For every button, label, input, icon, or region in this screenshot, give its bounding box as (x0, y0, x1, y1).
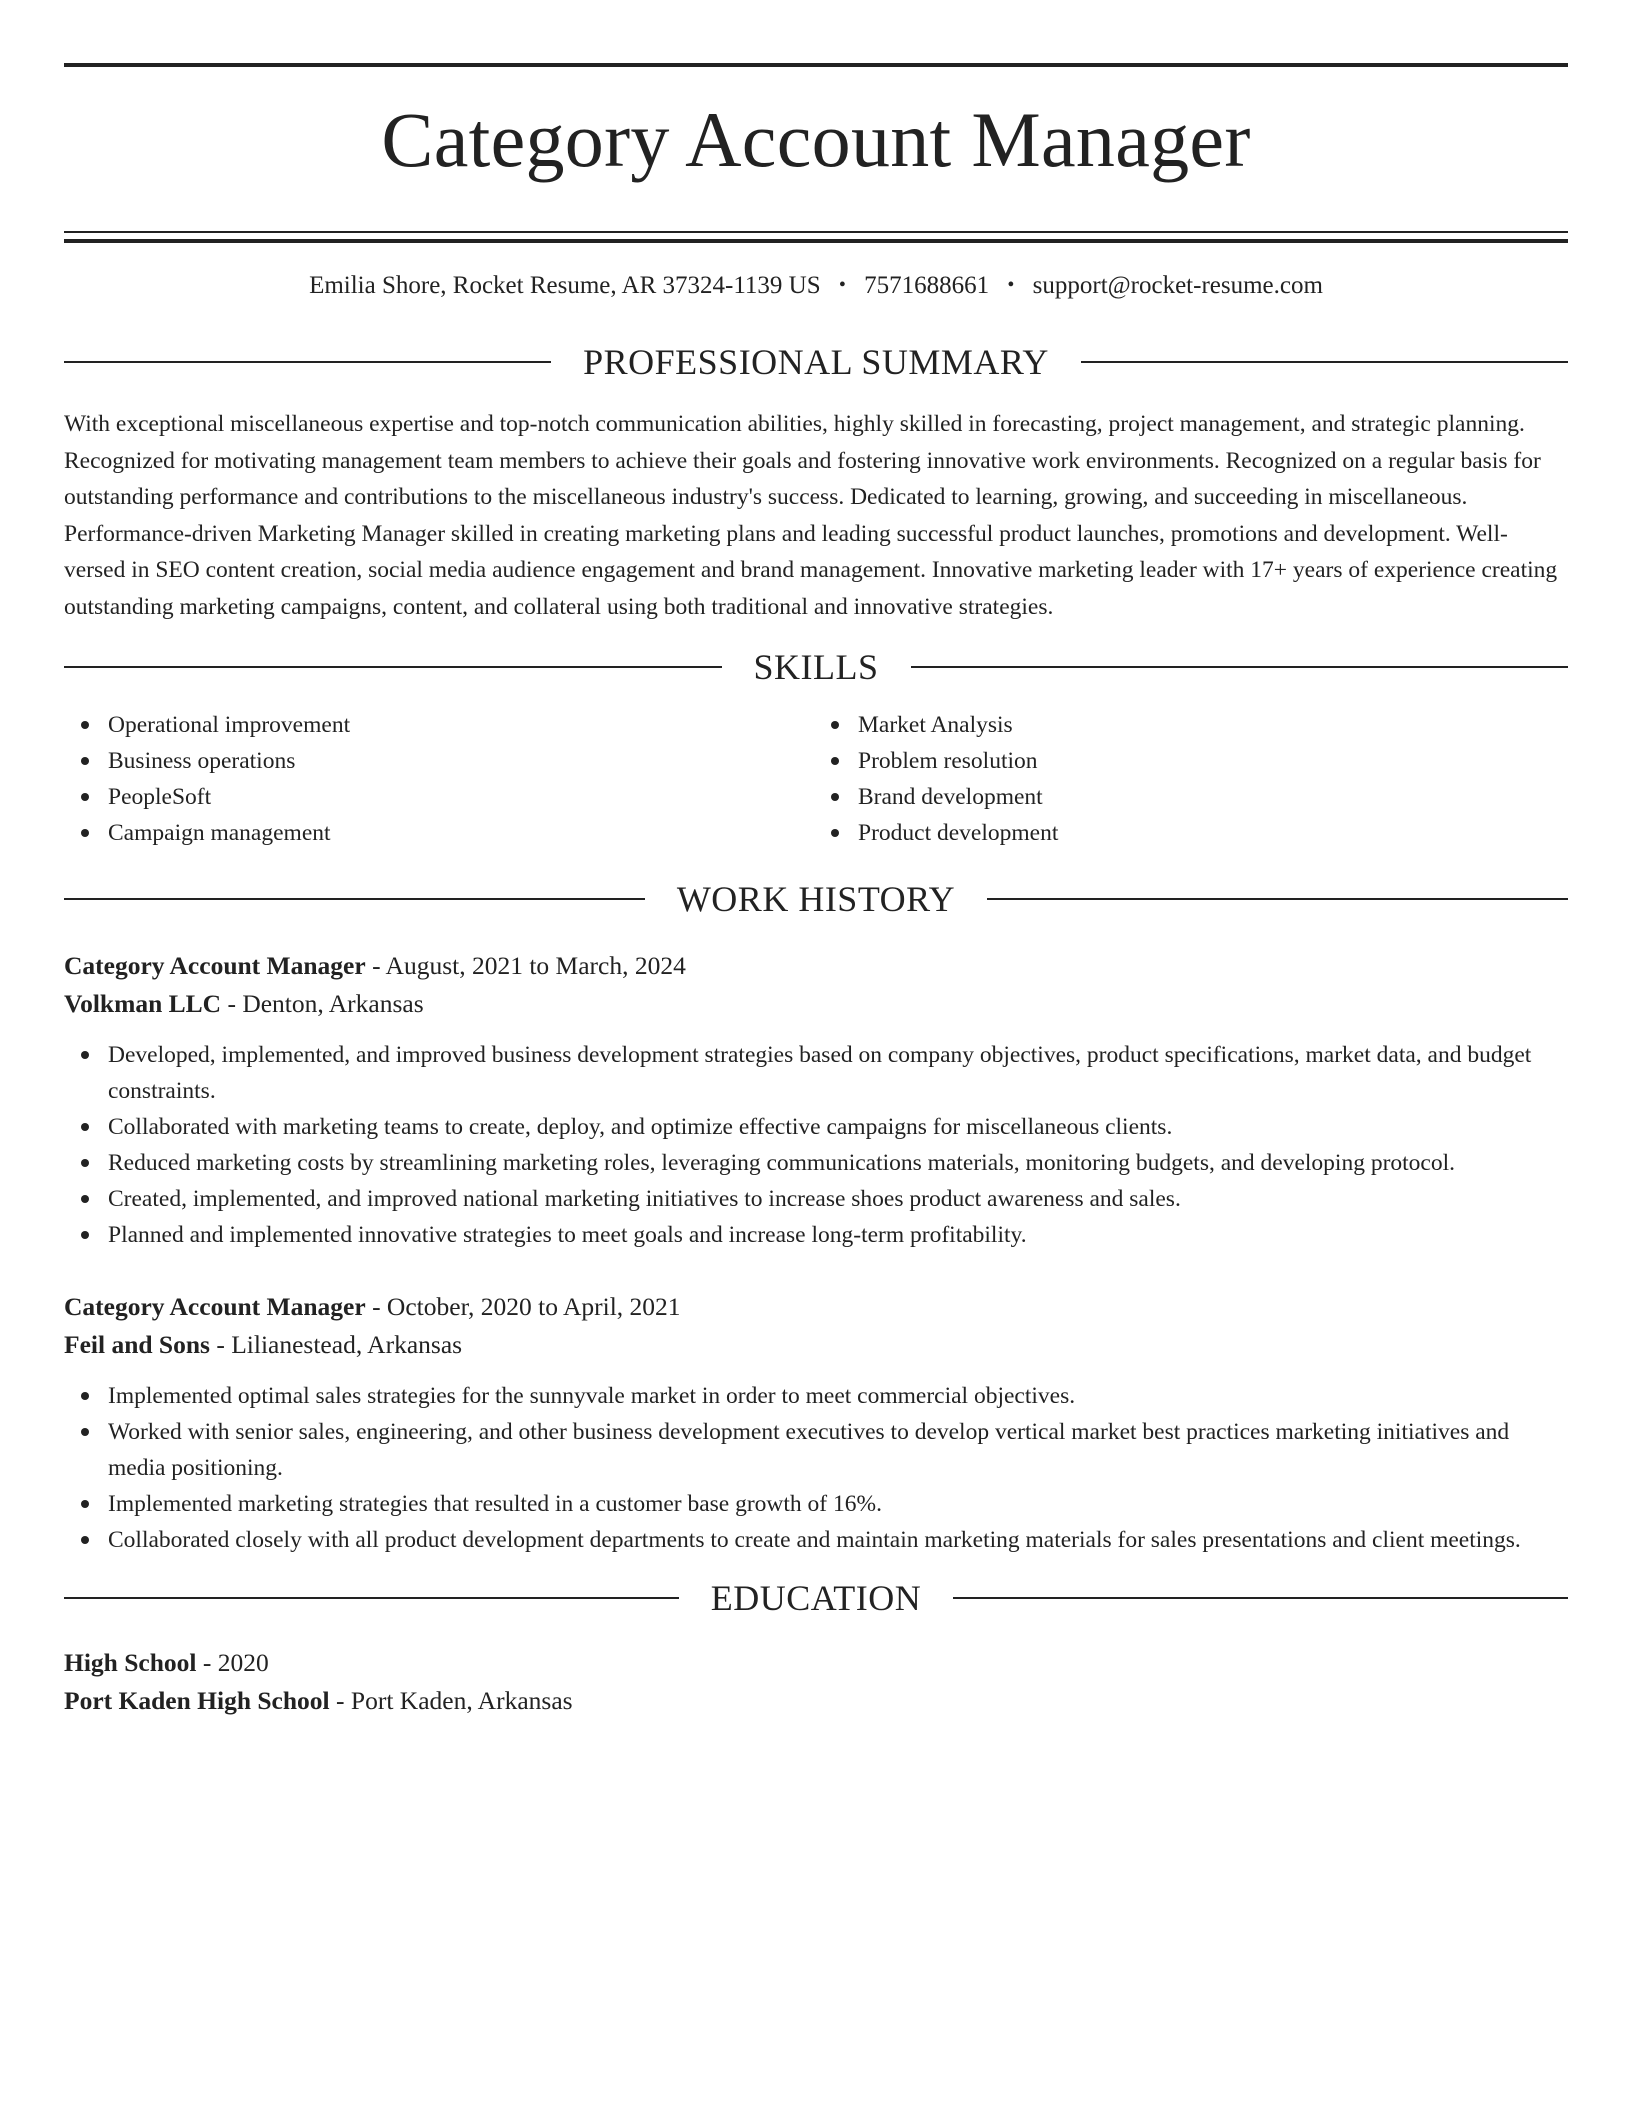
education-heading-label: EDUCATION (710, 1578, 922, 1619)
summary-heading-label: PROFESSIONAL SUMMARY (583, 342, 1049, 383)
education-location: - Port Kaden, Arkansas (329, 1686, 573, 1716)
job-company: Feil and Sons (64, 1330, 210, 1360)
heading-rule-left (64, 1597, 679, 1599)
education-section-heading (64, 1578, 1568, 1619)
education-degree-line (64, 1644, 1568, 1682)
job-title-line (64, 947, 1568, 985)
job-bullet: Reduced marketing costs by streamlining marketing roles, leveraging communications materials, monitoring budgets, and developing protocol. (64, 1145, 1568, 1181)
top-rule (64, 63, 1568, 67)
contact-line (64, 273, 1568, 298)
education-entry (64, 1644, 1568, 1720)
heading-rule-right (1081, 361, 1568, 363)
job-bullet: Collaborated closely with all product development departments to create and maintain marketing materials for sales presentations and client meetings. (64, 1522, 1568, 1558)
contact-separator: • (1007, 274, 1015, 297)
skill-item: PeopleSoft (64, 779, 816, 815)
skills-column-right (816, 707, 1568, 851)
education-year: - 2020 (196, 1648, 269, 1678)
job-company: Volkman LLC (64, 989, 222, 1019)
contact-email: support@rocket-resume.com (1032, 272, 1323, 300)
job-bullets (64, 1037, 1568, 1253)
skills-list (64, 707, 1568, 851)
skills-section-heading (64, 647, 1568, 688)
heading-rule-right (911, 666, 1569, 668)
skill-item: Business operations (64, 743, 816, 779)
skills-column-left (64, 707, 816, 851)
resume-title: Category Account Manager (381, 96, 1251, 183)
title-double-rule (64, 231, 1568, 243)
heading-rule-left (64, 898, 645, 900)
work-heading-label: WORK HISTORY (676, 879, 956, 920)
job-dates: - October, 2020 to April, 2021 (365, 1292, 681, 1322)
job-entry (64, 1288, 1568, 1558)
contact-address: Emilia Shore, Rocket Resume, AR 37324-1139 US (309, 272, 821, 300)
summary-section-heading (64, 342, 1568, 383)
job-company-line (64, 985, 1568, 1023)
job-bullets (64, 1378, 1568, 1558)
job-bullet: Worked with senior sales, engineering, and other business development executives to develop vertical market best practices marketing initiatives and media positioning. (64, 1414, 1568, 1486)
skill-item: Brand development (816, 779, 1568, 815)
job-location: - Lilianestead, Arkansas (209, 1330, 463, 1360)
summary-text: With exceptional miscellaneous expertise and top-notch communication abilities, highly skilled in forecasting, project management, and strategic planning. Recognized for motivating management team members to achieve their goals and fostering innovative work environments. Recognized on a regular basis for outstanding performance and contributions to the miscellaneous industry's success. Dedicated to learning, growing, and succeeding in miscellaneous. Performance-driven Marketing Manager skilled in creating marketing plans and leading successful product launches, promotions and development. Well-versed in SEO content creation, social media audience engagement and brand management. Innovative marketing leader with 17+ years of experience creating outstanding marketing campaigns, content, and collateral using both traditional and innovative strategies. (64, 411, 1558, 620)
job-bullet: Implemented marketing strategies that resulted in a customer base growth of 16%. (64, 1486, 1568, 1522)
work-section-heading (64, 879, 1568, 920)
job-bullet: Developed, implemented, and improved business development strategies based on company objectives, product specifications, market data, and budget constraints. (64, 1037, 1568, 1109)
job-bullet: Collaborated with marketing teams to create, deploy, and optimize effective campaigns for miscellaneous clients. (64, 1109, 1568, 1145)
job-bullet: Implemented optimal sales strategies for the sunnyvale market in order to meet commercial objectives. (64, 1378, 1568, 1414)
job-company-line (64, 1326, 1568, 1364)
skill-item: Market Analysis (816, 707, 1568, 743)
heading-rule-left (64, 666, 722, 668)
skills-heading-label: SKILLS (753, 647, 879, 688)
heading-rule-left (64, 361, 551, 363)
education-school: Port Kaden High School (64, 1686, 330, 1716)
job-title-line (64, 1288, 1568, 1326)
education-degree: High School (64, 1648, 197, 1678)
job-title: Category Account Manager (64, 951, 366, 981)
skill-item: Operational improvement (64, 707, 816, 743)
contact-phone: 7571688661 (864, 272, 990, 300)
job-entry (64, 947, 1568, 1253)
skill-item: Campaign management (64, 815, 816, 851)
job-title: Category Account Manager (64, 1292, 366, 1322)
job-dates: - August, 2021 to March, 2024 (365, 951, 686, 981)
job-bullet: Created, implemented, and improved national marketing initiatives to increase shoes product awareness and sales. (64, 1181, 1568, 1217)
contact-separator: • (838, 274, 846, 297)
skill-item: Problem resolution (816, 743, 1568, 779)
job-bullet: Planned and implemented innovative strategies to meet goals and increase long-term profitability. (64, 1217, 1568, 1253)
heading-rule-right (987, 898, 1568, 900)
job-location: - Denton, Arkansas (221, 989, 424, 1019)
education-school-line (64, 1682, 1568, 1720)
heading-rule-right (953, 1597, 1568, 1599)
skill-item: Product development (816, 815, 1568, 851)
